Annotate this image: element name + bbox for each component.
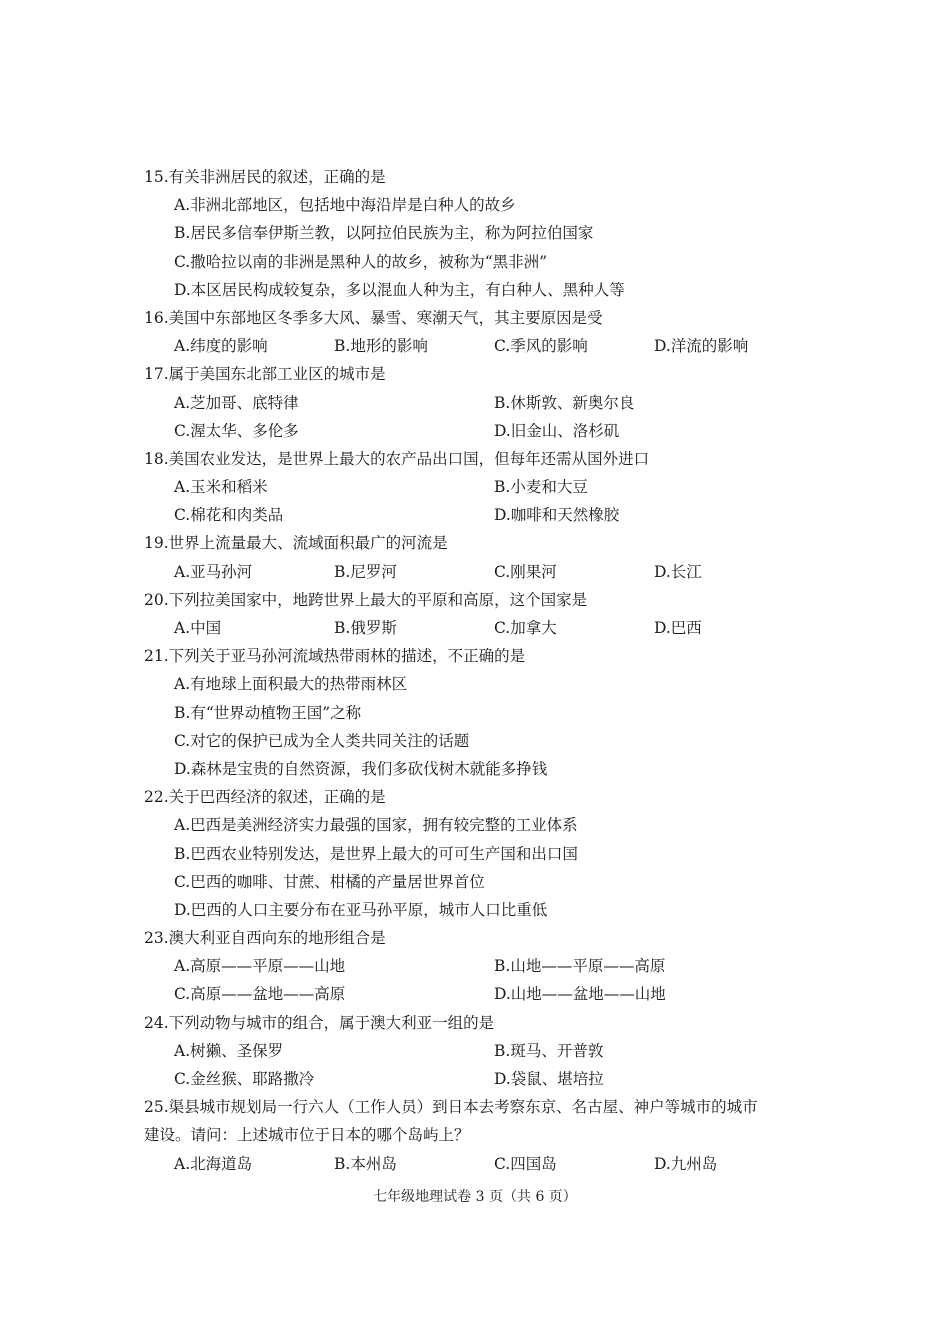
option-b: B.俄罗斯 [334,619,397,637]
question-19 [144,529,814,585]
question-stem: 21.下列关于亚马孙河流域热带雨林的描述，不正确的是 [144,647,526,666]
page-footer: 七年级地理试卷 3 页（共 6 页） [373,1189,577,1205]
option-row [144,389,814,417]
option-c: C.加拿大 [494,619,557,637]
question-stem: 25.渠县城市规划局一行六人（工作人员）到日本去考察东京、名古屋、神户等城市的城市 [144,1098,758,1117]
option-a: A.巴西是美洲经济实力最强的国家，拥有较完整的工业体系 [174,816,578,835]
option-c: C.高原——盆地——高原 [174,985,346,1004]
option-c: C.撒哈拉以南的非洲是黑种人的故乡，被称为“黑非洲” [174,252,548,271]
option-d: D.九州岛 [654,1154,718,1173]
option-d: D.长江 [654,562,702,581]
option-row [144,1037,814,1065]
option-d: D.旧金山、洛杉矶 [494,421,620,440]
option-b: B.小麦和大豆 [494,478,588,497]
question-15 [144,163,814,304]
option-row [144,558,814,586]
option-d: D.巴西的人口主要分布在亚马孙平原，城市人口比重低 [174,900,548,919]
option-a: A.树獭、圣保罗 [174,1041,284,1060]
option-b: B.尼罗河 [334,562,397,581]
option-a: A.芝加哥、底特律 [174,393,299,412]
option-a: A.纬度的影响 [174,337,268,356]
option-c: C.金丝猴、耶路撒冷 [174,1070,315,1088]
option-d: D.本区居民构成较复杂，多以混血人种为主，有白种人、黑种人等 [174,280,625,299]
option-d: D.洋流的影响 [654,337,749,356]
option-a: A.高原——平原——山地 [174,957,346,976]
option-d: D.巴西 [654,619,702,637]
option-row [144,332,814,360]
option-b: B.斑马、开普敦 [494,1041,604,1060]
question-20 [144,586,814,642]
option-b: B.本州岛 [334,1154,397,1173]
option-a: A.非洲北部地区，包括地中海沿岸是白种人的故乡 [174,196,516,215]
question-stem: 16.美国中东部地区冬季多大风、暴雪、寒潮天气，其主要原因是受 [144,308,603,327]
option-c: C.巴西的咖啡、甘蔗、柑橘的产量居世界首位 [174,872,485,891]
option-d: D.袋鼠、堪培拉 [494,1070,604,1088]
option-c: C.季风的影响 [494,337,588,356]
option-c: C.对它的保护已成为全人类共同关注的话题 [174,731,470,750]
question-24 [144,1009,814,1094]
question-16 [144,304,814,360]
question-stem: 20.下列拉美国家中，地跨世界上最大的平原和高原，这个国家是 [144,590,588,609]
question-stem: 19.世界上流量最大、流域面积最广的河流是 [144,534,448,553]
question-stem: 24.下列动物与城市的组合，属于澳大利亚一组的是 [144,1013,495,1032]
option-b: B.居民多信奉伊斯兰教，以阿拉伯民族为主，称为阿拉伯国家 [174,224,594,243]
option-b: B.山地——平原——高原 [494,957,666,976]
question-21 [144,642,814,783]
option-row [144,417,814,445]
option-c: C.渥太华、多伦多 [174,421,299,440]
question-stem: 22.关于巴西经济的叙述，正确的是 [144,788,386,807]
question-stem: 23.澳大利亚自西向东的地形组合是 [144,929,386,948]
option-c: C.刚果河 [494,562,557,581]
question-18 [144,445,814,530]
option-row [144,1150,814,1178]
option-b: B.有“世界动植物王国”之称 [174,703,362,722]
question-stem-continued: 建设。请问：上述城市位于日本的哪个岛屿上？ [144,1126,470,1145]
option-c: C.四国岛 [494,1154,557,1173]
question-17 [144,360,814,445]
option-a: A.有地球上面积最大的热带雨林区 [174,675,408,694]
option-b: B.地形的影响 [334,337,428,356]
option-a: A.北海道岛 [174,1154,253,1173]
option-row [144,501,814,529]
option-a: A.亚马孙河 [174,562,253,581]
option-b: B.休斯敦、新奥尔良 [494,393,635,412]
question-22 [144,783,814,924]
option-c: C.棉花和肉类品 [174,506,284,525]
option-b: B.巴西农业特别发达，是世界上最大的可可生产国和出口国 [174,844,578,863]
question-stem: 15.有关非洲居民的叙述，正确的是 [144,168,386,186]
option-row [144,980,814,1008]
question-23 [144,924,814,1009]
option-row [144,614,814,642]
option-row [144,1065,814,1093]
question-stem: 17.属于美国东北部工业区的城市是 [144,365,386,384]
option-d: D.山地——盆地——山地 [494,985,666,1004]
option-row [144,952,814,980]
question-25 [144,1093,814,1178]
option-a: A.玉米和稻米 [174,478,268,497]
question-list [144,163,814,1178]
option-d: D.森林是宝贵的自然资源，我们多砍伐树木就能多挣钱 [174,759,548,778]
option-row [144,473,814,501]
option-a: A.中国 [174,619,222,637]
question-stem: 18.美国农业发达，是世界上最大的农产品出口国，但每年还需从国外进口 [144,449,650,468]
option-d: D.咖啡和天然橡胶 [494,506,620,525]
